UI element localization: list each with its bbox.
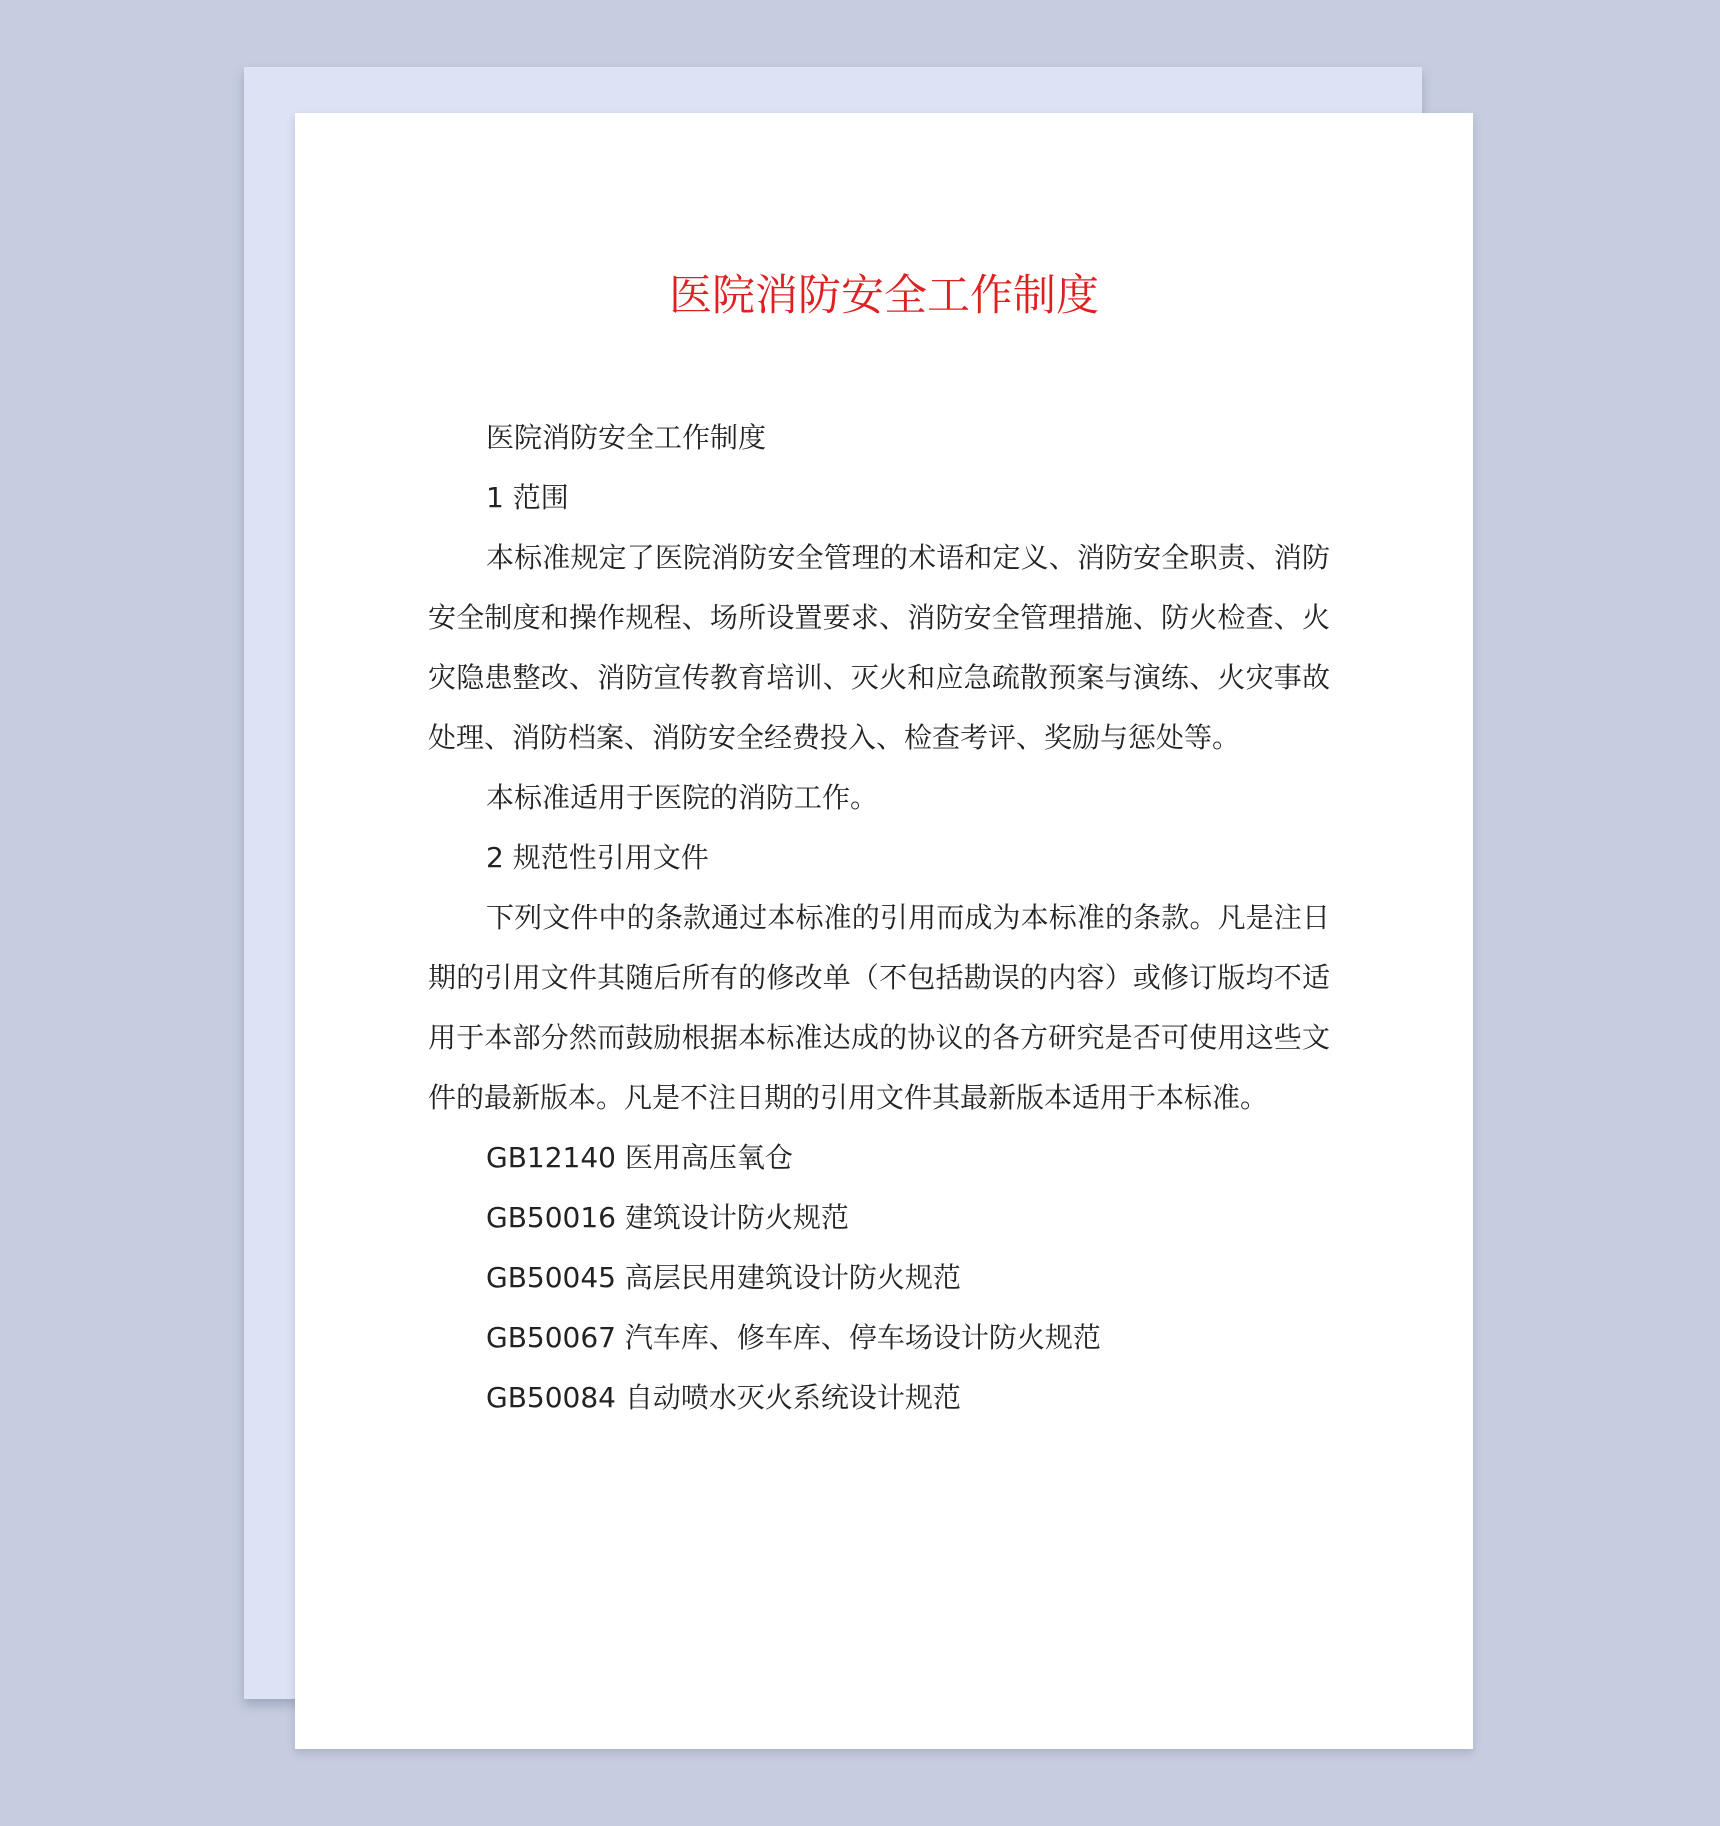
reference-item: GB12140 医用高压氧仓 [486, 1141, 793, 1174]
paragraph-references-text: 下列文件中的条款通过本标准的引用而成为本标准的条款。凡是注日期的引用文件其随后所有的修改单（不包括勘误的内容）或修订版均不适用于本部分然而鼓励根据本标准达成的协议的各方研究是否可使用这些文件的最新版本。凡是不注日期的引用文件其最新版本适用于本标准。 [428, 901, 1330, 1114]
document-body [428, 408, 1330, 1428]
document-title: 医院消防安全工作制度 [669, 271, 1099, 321]
reference-item: GB50067 汽车库、修车库、停车场设计防火规范 [486, 1321, 1101, 1354]
reference-item: GB50045 高层民用建筑设计防火规范 [486, 1261, 961, 1294]
reference-item: GB50084 自动喷水灭火系统设计规范 [486, 1381, 961, 1414]
paragraph-heading: 医院消防安全工作制度 [486, 421, 767, 454]
reference-item: GB50016 建筑设计防火规范 [486, 1201, 849, 1234]
section-heading-scope: 1 范围 [486, 481, 569, 514]
section-heading-references: 2 规范性引用文件 [486, 841, 709, 874]
paragraph-applicability: 本标准适用于医院的消防工作。 [486, 781, 879, 814]
document-page [295, 113, 1473, 1749]
paragraph-scope-text: 本标准规定了医院消防安全管理的术语和定义、消防安全职责、消防安全制度和操作规程、场所设置要求、消防安全管理措施、防火检查、火灾隐患整改、消防宣传教育培训、灭火和应急疏散预案与演练、火灾事故处理、消防档案、消防安全经费投入、检查考评、奖励与惩处等。 [428, 541, 1330, 754]
